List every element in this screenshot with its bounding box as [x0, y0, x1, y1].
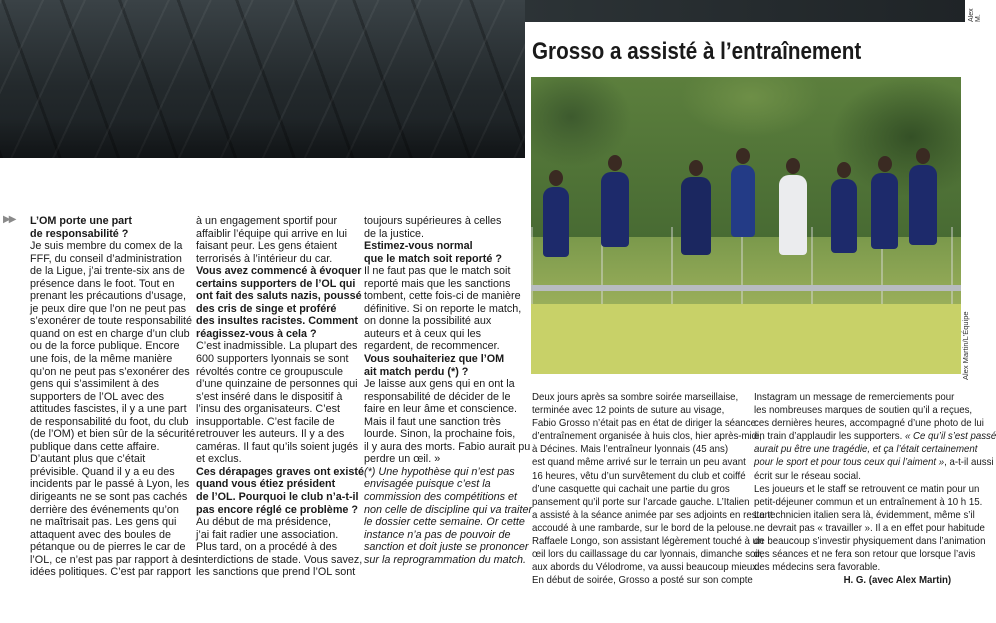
text-run: l’OL, ce n’est pas par rapport à des	[30, 553, 199, 566]
text-line	[754, 443, 978, 456]
text-line	[364, 503, 533, 517]
text-line	[30, 553, 199, 567]
text-line	[364, 491, 516, 504]
text-line	[30, 278, 182, 291]
sidebar-column-1	[532, 391, 773, 587]
text-line	[364, 529, 516, 542]
text-run: qu’on ne peut pas s’exonérer des	[30, 365, 190, 378]
text-run: ces dernières heures, accompagné d’une photo de lui	[754, 418, 984, 430]
text-run: faisant peur. Les gens étaient	[196, 240, 338, 253]
text-line	[196, 215, 348, 228]
text-run: C’est inadmissible. La plupart des	[196, 340, 358, 353]
text-run: Deux jours après sa sombre soirée marseillaise,	[532, 392, 739, 403]
text-line	[364, 541, 529, 554]
text-line	[364, 440, 531, 454]
text-line	[364, 378, 516, 391]
text-line	[754, 483, 980, 496]
text-run: publique dans cette affaire.	[30, 440, 160, 453]
text-line	[532, 561, 760, 574]
text-line	[196, 541, 348, 554]
text-line	[30, 302, 187, 316]
text-line	[364, 340, 516, 353]
text-line	[196, 566, 356, 579]
text-line	[196, 529, 348, 542]
text-line	[364, 516, 525, 529]
text-line	[532, 483, 730, 496]
text-run: des insultes racistes. Comment	[196, 315, 359, 328]
text-line	[30, 327, 190, 341]
text-run: Vous souhaiteriez que l’OM	[364, 353, 505, 366]
text-line	[196, 290, 362, 303]
text-line	[30, 504, 182, 517]
text-line	[30, 353, 182, 366]
text-run: , a-t-il aussi	[944, 457, 994, 469]
text-run: de beaucoup s’investir physiquement dans l’animation	[754, 536, 986, 548]
text-line	[754, 417, 984, 430]
text-run: sur la reprogrammation du match.	[364, 553, 527, 566]
text-line	[364, 265, 516, 278]
article-column-1	[30, 215, 199, 579]
text-run: d’entraînement organisée à huis clos, hier après-midi,	[532, 431, 762, 443]
text-line	[754, 561, 951, 574]
text-line	[364, 353, 516, 366]
text-line	[532, 496, 750, 509]
text-line	[754, 391, 955, 404]
text-line	[364, 215, 516, 228]
text-line	[30, 340, 182, 353]
text-line	[30, 378, 182, 391]
text-line	[754, 470, 951, 483]
text-line	[196, 265, 362, 278]
text-line	[196, 478, 348, 491]
text-run: accoudé à une rambarde, sur le bord de la pelouse.	[532, 522, 754, 534]
text-line	[364, 428, 516, 441]
text-run: (de l’OM) et bien sûr de la sécurité	[30, 428, 196, 441]
text-line	[364, 453, 516, 466]
text-run: Je laisse aux gens qui en ont la	[364, 378, 515, 391]
text-line	[30, 466, 182, 479]
quote-run: pour le sport et pour tous ceux qui l’aiment »	[754, 457, 945, 469]
text-run: ou de la force publique. Encore	[30, 340, 180, 353]
text-run: Les joueurs et le staff se retrouvent ce matin pour un	[754, 483, 980, 495]
text-line	[196, 366, 348, 379]
photo-credit-top: Alex M.	[968, 8, 982, 22]
text-run: incidents par le passé à Lyon, les	[30, 478, 190, 491]
text-line	[196, 440, 359, 454]
text-run: révoltés contre ce groupuscule	[196, 365, 344, 378]
text-line	[30, 415, 189, 429]
text-run: des médecins sera favorable.	[754, 562, 881, 574]
text-line	[196, 453, 348, 466]
text-line	[30, 478, 190, 491]
text-line	[364, 416, 516, 429]
text-run: envisagée puisque c’est la	[364, 478, 491, 491]
text-line	[30, 428, 196, 441]
text-line	[364, 315, 516, 328]
text-line	[30, 566, 191, 579]
text-run: l’insu des organisateurs. C’est	[196, 403, 341, 416]
text-run: FFF, du conseil d’administration	[30, 252, 182, 265]
text-line	[30, 391, 182, 404]
text-run: faire en leur âme et conscience.	[364, 403, 518, 416]
text-run: caméras. Il faut qu’ils soient jugés	[196, 440, 359, 453]
text-run: d’une quinzaine de personnes qui	[196, 378, 358, 391]
text-line	[364, 366, 516, 379]
text-run: L’OM porte une part	[30, 215, 132, 227]
text-run: gens qui s’assimilent à des	[30, 378, 160, 391]
text-line	[532, 470, 746, 483]
text-run: il y aura des morts. Fabio aurait pu	[364, 440, 531, 453]
text-run: supporters de l’OL avec des	[30, 390, 165, 403]
text-line	[754, 548, 976, 561]
text-run: terrorisés à l’intérieur du car.	[196, 252, 333, 265]
text-line	[30, 516, 182, 529]
text-line	[30, 315, 193, 328]
text-run: dirigeants ne se sont pas cachés	[30, 491, 188, 504]
text-run: est quand même arrivé sur le terrain un peu avant	[532, 457, 746, 469]
text-run: instance n’a pas de pouvoir de	[364, 528, 511, 541]
text-line	[364, 328, 516, 341]
text-run: D’autant plus que c’était	[30, 453, 146, 466]
photo-credit-side: Alex Martin/L'Équipe	[961, 311, 970, 380]
text-line	[196, 340, 358, 353]
training-photo	[531, 77, 961, 374]
text-run: à un engagement sportif pour	[196, 215, 338, 227]
text-line	[754, 496, 983, 509]
text-run: je peux dire que l’on ne peut pas	[30, 302, 187, 315]
text-run: Estimez-vous normal	[364, 240, 473, 253]
text-run: ne devrait pas « travailler ». Il a en effet pour habitude	[754, 522, 985, 534]
text-line	[532, 443, 727, 456]
text-line	[196, 328, 348, 341]
text-run: prévisible. Quand il y a eu des	[30, 465, 175, 478]
text-run: les nombreuses marques de soutien qu’il a reçues,	[754, 405, 973, 417]
text-run: et exclus.	[196, 453, 242, 466]
article-column-3	[364, 215, 533, 566]
text-run: le dossier cette semaine. Or cette	[364, 516, 525, 529]
text-line	[30, 215, 182, 228]
text-run: pansement qu’il porte sur l’arcade gauche. L’Italien	[532, 496, 750, 508]
text-line	[30, 403, 187, 416]
text-line	[196, 503, 359, 517]
text-run: sanction et doit juste se prononcer	[364, 541, 529, 554]
text-line	[754, 404, 973, 417]
text-run: Vous avez commencé à évoquer	[196, 265, 362, 278]
text-line	[754, 522, 985, 535]
text-line	[196, 240, 348, 253]
text-line	[364, 466, 516, 479]
text-run: lourde. Sinon, la prochaine fois,	[364, 428, 516, 441]
text-line	[30, 365, 190, 379]
text-run: réagissez-vous à cela ?	[196, 327, 317, 340]
text-run: Le technicien italien sera là, évidemment, même s’il	[754, 509, 975, 521]
text-run: on donne la possibilité aux	[364, 315, 492, 328]
text-run: idées politiques. C’est par rapport	[30, 566, 191, 579]
text-run: aux abords du Vélodrome, va aussi beaucoup mieux.	[532, 562, 760, 574]
text-run: ait match perdu (*) ?	[364, 365, 469, 378]
text-run: de responsabilité ?	[30, 227, 129, 240]
text-run: commission des compétitions et	[364, 491, 518, 504]
text-run: terminée avec 12 points de suture au visage,	[532, 405, 725, 417]
text-run: à Décines. Mais l’entraîneur lyonnais (45 ans)	[532, 444, 729, 456]
photo-strip	[525, 0, 965, 22]
text-line	[532, 456, 746, 469]
text-line	[364, 240, 516, 253]
text-run: reporté mais que les sanctions	[364, 277, 511, 290]
text-run: œil lors du caillassage du car lyonnais, dimanche soir,	[532, 549, 763, 561]
text-line	[532, 509, 773, 522]
text-line	[30, 541, 186, 554]
text-run: pas encore réglé ce problème ?	[196, 503, 359, 516]
sidebar-title: Grosso a assisté à l’entraînement	[532, 38, 862, 65]
text-line	[30, 253, 182, 266]
text-run: (*) Une hypothèse qui n’est pas	[364, 465, 515, 478]
text-run: d’une casquette qui cachait une partie du gros	[532, 483, 730, 495]
signature: H. G. (avec Alex Martin)	[843, 575, 952, 587]
text-line	[532, 430, 762, 443]
text-line	[196, 553, 363, 567]
text-line	[532, 404, 727, 417]
text-line	[754, 430, 996, 443]
text-run: retrouver les auteurs. Il y a des	[196, 428, 345, 441]
text-line	[364, 290, 521, 303]
text-run: les sanctions que prend l’OL sont	[196, 566, 356, 579]
text-line	[364, 278, 516, 291]
text-line	[364, 553, 527, 567]
text-line	[196, 378, 358, 391]
text-line	[196, 428, 348, 441]
text-run: une fois, de la même manière	[30, 353, 173, 366]
text-line	[532, 548, 763, 561]
text-run: Plus tard, on a procédé à des	[196, 541, 338, 554]
text-run: interdictions de stade. Vous savez,	[196, 553, 363, 566]
text-line	[30, 228, 182, 241]
text-run: responsabilité de décider de le	[364, 390, 511, 403]
text-line	[30, 290, 187, 303]
text-line	[30, 529, 182, 542]
sidebar-column-2	[754, 391, 996, 587]
text-run: de la justice.	[364, 227, 425, 240]
text-run: Il ne faut pas que le match soit	[364, 265, 511, 278]
text-run: j’ai fait radier une association.	[196, 528, 339, 541]
text-run: derrière des événements qu’on	[30, 503, 179, 516]
text-line	[196, 277, 356, 291]
text-line	[30, 491, 188, 504]
text-line	[532, 522, 754, 535]
text-run: petit-déjeuner commun et un entraînement à 10 h 15.	[754, 496, 983, 508]
text-line	[196, 353, 348, 366]
text-run: Fabio Grosso n’était pas en état de diriger la séance	[532, 418, 756, 430]
text-line	[754, 456, 994, 469]
text-line	[196, 303, 348, 316]
text-run: quand on est en charge d’un club	[30, 327, 190, 340]
text-run: que le match soit reporté ?	[364, 252, 502, 265]
text-line	[532, 574, 753, 587]
text-line	[196, 391, 348, 404]
stadium-photo	[0, 0, 525, 158]
text-run: ne maîtrisait pas. Les gens qui	[30, 516, 177, 529]
text-run: regardent, de recommencer.	[364, 340, 500, 353]
text-run: de l’OL. Pourquoi le club n’a-t-il	[196, 491, 359, 504]
text-line	[196, 315, 359, 328]
text-line	[196, 491, 359, 504]
text-run: auteurs et à ceux qui les	[364, 327, 482, 340]
text-line	[196, 516, 348, 529]
text-line	[364, 253, 516, 266]
text-run: En début de soirée, Grosso a posté sur son compte	[532, 575, 753, 587]
text-run: de la Ligue, j’ai trente-six ans de	[30, 265, 185, 278]
text-line	[754, 535, 986, 548]
text-run: des séances et ne fera son retour que lorsque l’avis	[754, 549, 976, 561]
text-run: tombent, cette fois-ci de manière	[364, 290, 521, 303]
text-line	[196, 465, 365, 479]
text-run: s’exonérer de toute responsabilité	[30, 315, 193, 328]
quote-run: aurait pu être une tragédie, et ça l’était certainement	[754, 444, 978, 456]
text-run: affaiblir l’équipe qui arrive en lui	[196, 227, 348, 240]
text-run: a assisté à la séance animée par ses adjoints en restant	[532, 509, 773, 521]
text-line	[30, 453, 182, 466]
text-line	[364, 302, 522, 316]
text-run: s’est inséré dans le dispositif à	[196, 390, 343, 403]
text-line	[30, 265, 185, 278]
text-line	[364, 228, 516, 241]
text-line	[196, 403, 348, 416]
text-run: écrit sur le réseau social.	[754, 470, 861, 482]
text-line	[30, 240, 182, 253]
text-run: 16 heures, vêtu d’un survêtement du club et coiffé	[532, 470, 746, 482]
text-run: perdre un œil. »	[364, 453, 441, 466]
text-run: en train d’applaudir les supporters.	[754, 431, 905, 443]
text-run: de responsabilité du foot, du club	[30, 415, 189, 428]
arrow-icon: ▶▶	[3, 214, 15, 225]
text-line	[196, 228, 348, 241]
text-line	[196, 253, 348, 266]
text-line	[364, 478, 516, 491]
article-column-2	[196, 215, 365, 579]
text-line	[196, 416, 348, 429]
text-run: Ces dérapages graves ont existé	[196, 465, 365, 478]
text-run: certains supporters de l’OL qui	[196, 277, 356, 290]
text-run: pétanque ou de pierres le car de	[30, 541, 186, 554]
text-run: insupportable. C’est facile de	[196, 415, 335, 428]
text-line	[532, 391, 739, 404]
text-run: définitive. Si on reporte le match,	[364, 302, 522, 315]
text-run: Raffaele Longo, son assistant légèrement touché à un	[532, 536, 764, 548]
text-run: Mais il faut une sanction très	[364, 415, 501, 428]
text-line	[364, 391, 516, 404]
text-run: prenant les précautions d’usage,	[30, 290, 187, 303]
text-line	[30, 441, 182, 454]
text-line	[532, 417, 756, 430]
text-run: présence dans le foot. Tout en	[30, 277, 175, 290]
text-run: attaquent avec des boules de	[30, 528, 172, 541]
text-run: toujours supérieures à celles	[364, 215, 502, 227]
text-run: Au début de ma présidence,	[196, 516, 332, 529]
text-run: quand vous étiez président	[196, 478, 336, 491]
text-run: non celle de discipline qui va traiter	[364, 503, 533, 516]
text-line	[754, 509, 975, 522]
text-run: Instagram un message de remerciements pour	[754, 392, 955, 403]
text-run: ont fait des saluts nazis, poussé	[196, 290, 362, 303]
text-run: attitudes fascistes, il y a une part	[30, 403, 187, 416]
text-run: Je suis membre du comex de la	[30, 240, 183, 253]
quote-run: « Ce qu’il s’est passé	[904, 431, 996, 443]
text-run: 600 supporters lyonnais se sont	[196, 353, 349, 366]
text-line	[532, 535, 764, 548]
text-run: des cris de singe et proféré	[196, 302, 337, 315]
text-line	[364, 403, 516, 416]
